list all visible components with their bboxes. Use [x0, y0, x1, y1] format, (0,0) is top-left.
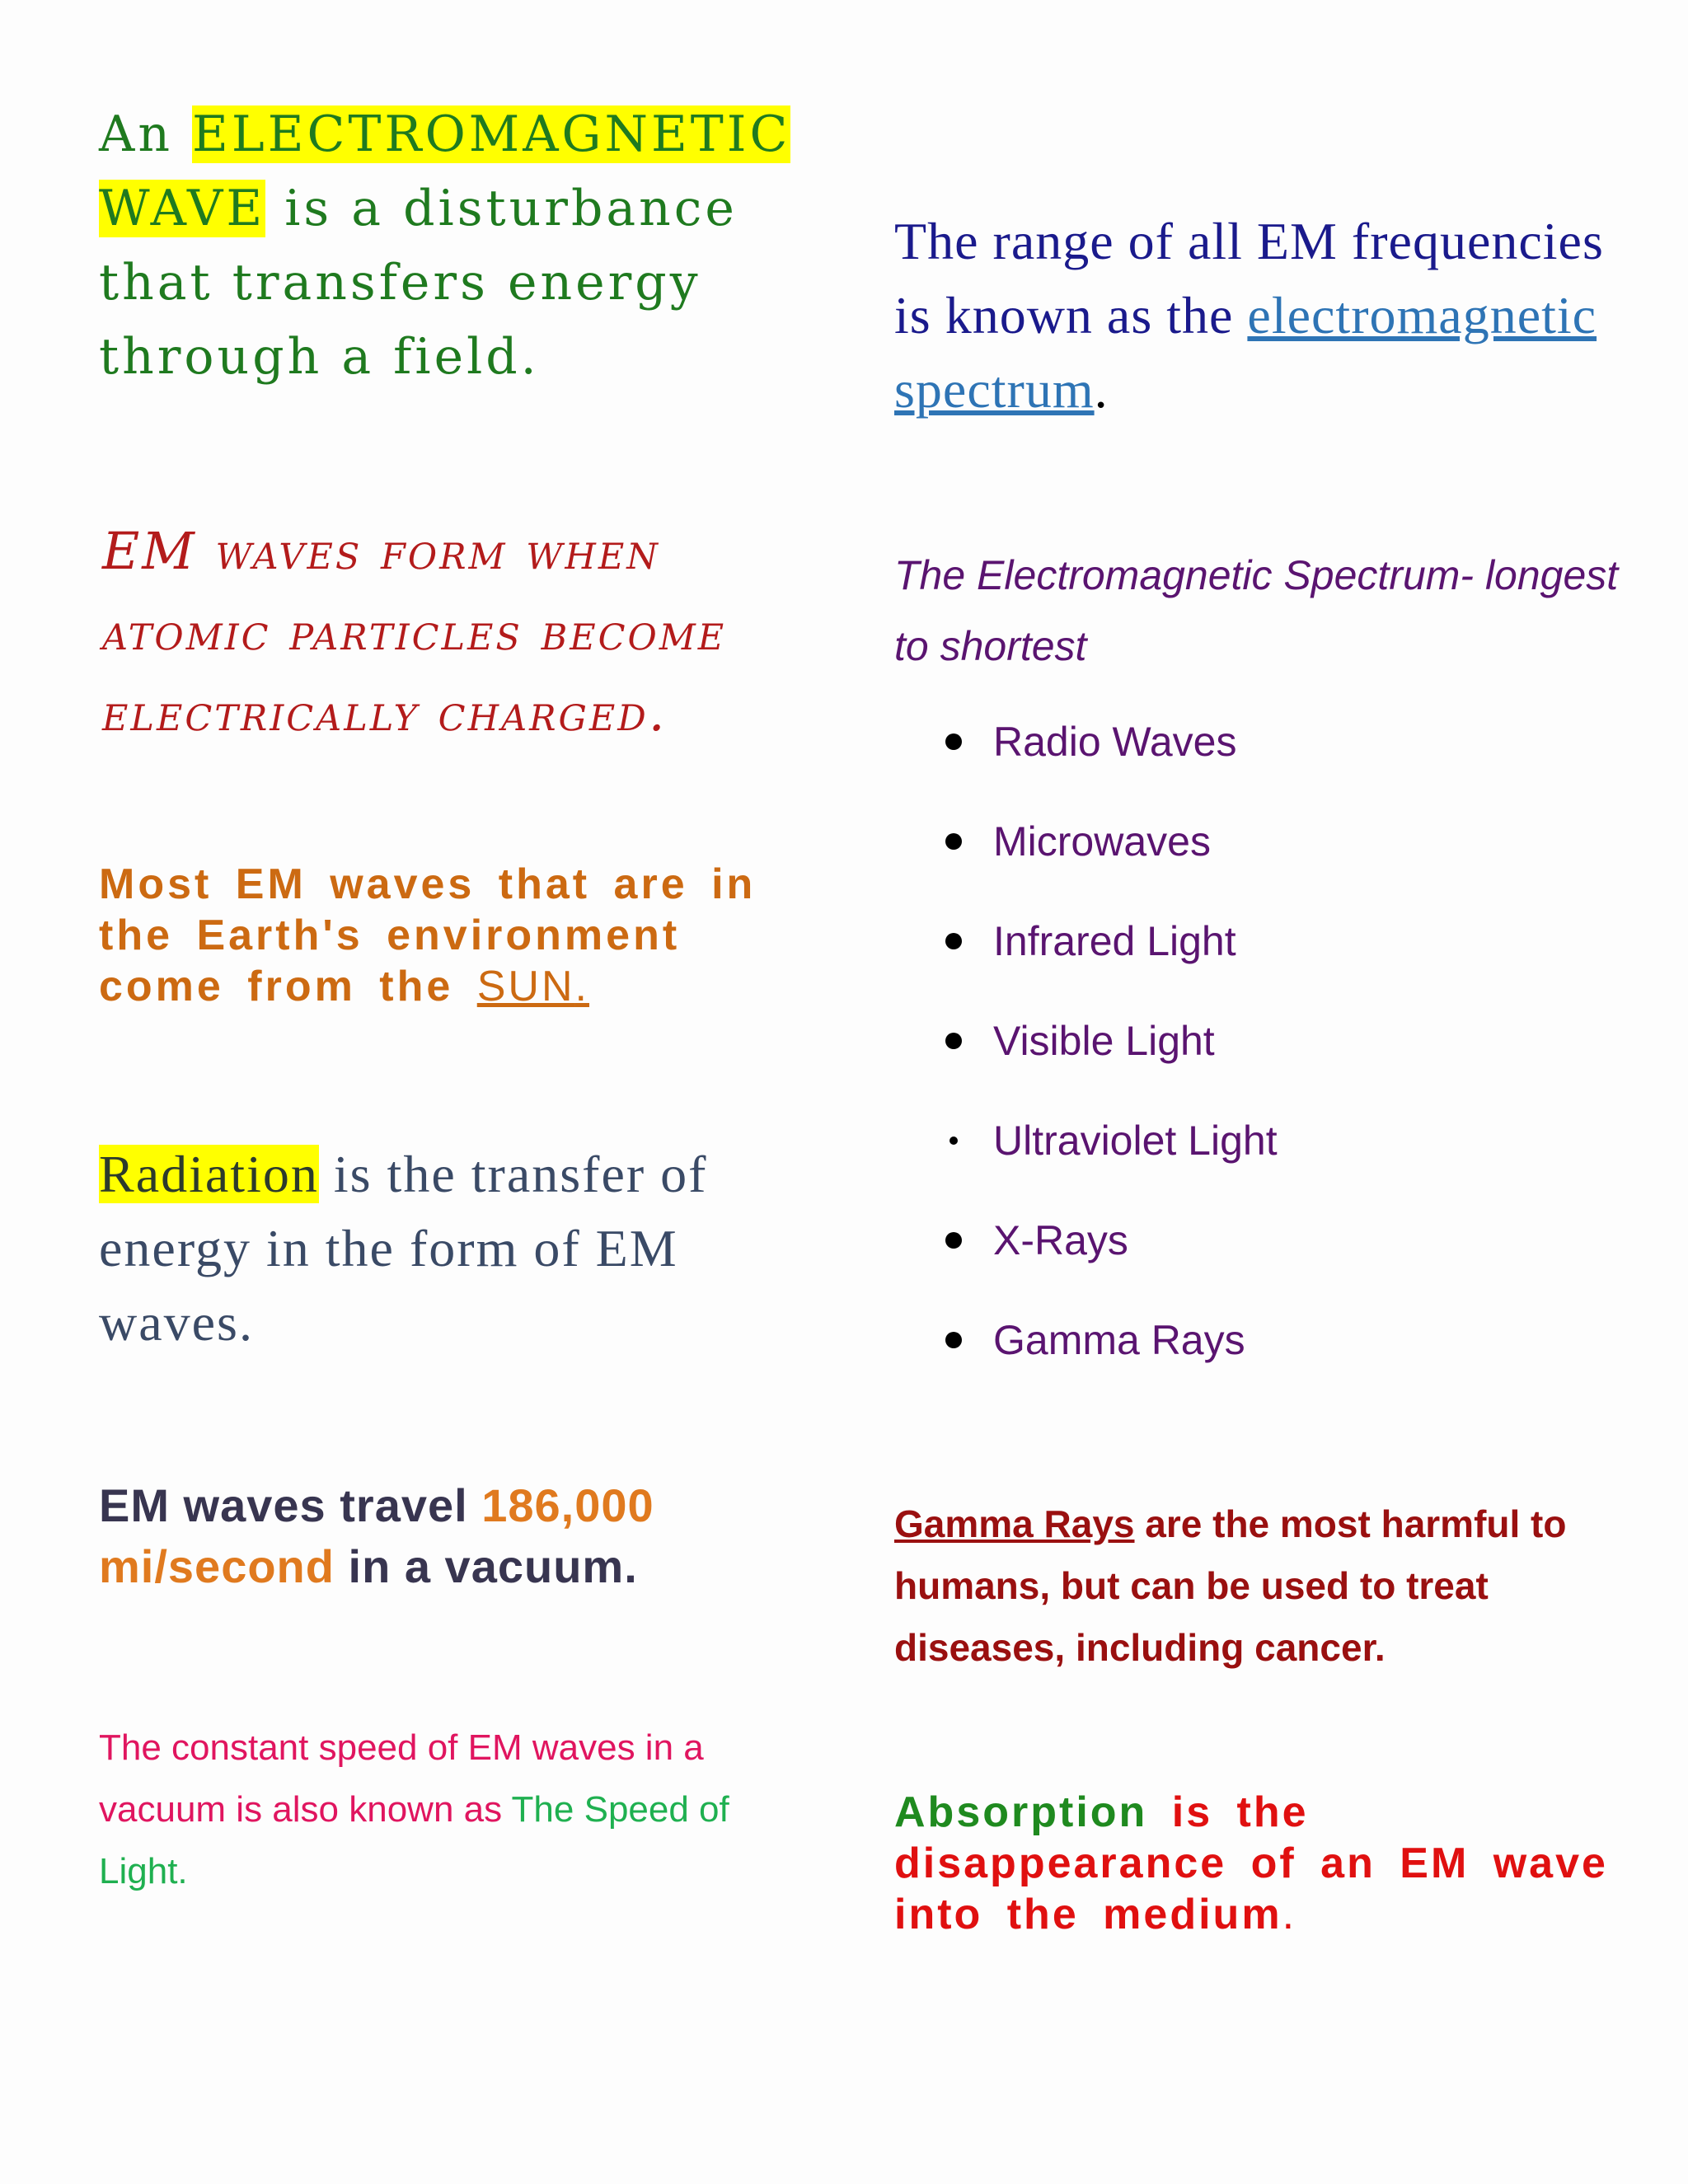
radiation-post: is the transfer of energy in the form of EM waves.	[99, 1145, 708, 1352]
gamma-statement	[894, 1493, 1636, 1679]
constant-pre: The constant speed of EM waves in a vacuum is also known as	[99, 1727, 704, 1830]
gamma-post: are the most harmful to humans, but can be used to treat diseases, including cancer.	[894, 1502, 1567, 1669]
gamma-term: Gamma Rays	[894, 1502, 1135, 1545]
em-form-statement: EM waves form when atomic particles become electrically charged.	[102, 521, 727, 743]
spectrum-heading: The Electromagnetic Spectrum- longest to shortest	[894, 552, 1619, 669]
em-wave-definition	[99, 97, 808, 394]
range-pre: The range of all EM frequencies is known as the	[894, 212, 1604, 344]
list-item: X-Rays	[944, 1207, 1278, 1307]
spectrum-definition	[894, 204, 1636, 427]
range-post: .	[1094, 360, 1109, 419]
sun-post: .	[574, 963, 589, 1010]
absorption-post: is the disappearance of an EM wave into the medium	[894, 1788, 1608, 1938]
speed-pre: EM waves travel	[99, 1479, 482, 1531]
absorption-definition	[894, 1787, 1636, 1940]
spectrum-list	[944, 709, 1278, 1407]
speed-value: 186,000 mi/second	[99, 1479, 654, 1592]
em-wave-post: is a disturbance that transfers energy through a field.	[99, 180, 738, 386]
radiation-definition	[99, 1137, 808, 1360]
list-item: Infrared Light	[944, 908, 1278, 1008]
list-item: Radio Waves	[944, 709, 1278, 808]
speed-statement	[99, 1475, 808, 1597]
speed-post: in a vacuum.	[334, 1540, 638, 1592]
sun-pre: Most EM waves that are in the Earth's environment come from the	[99, 860, 757, 1010]
list-item: Gamma Rays	[944, 1307, 1278, 1407]
speed-of-light-statement	[99, 1717, 808, 1902]
em-wave-pre: An	[99, 105, 193, 163]
spectrum-link[interactable]: electromagnetic spectrum	[894, 286, 1597, 419]
list-item: Visible Light	[944, 1008, 1278, 1108]
radiation-term: Radiation	[99, 1145, 319, 1203]
list-item: Microwaves	[944, 808, 1278, 908]
constant-term: The Speed of Light.	[99, 1789, 729, 1891]
absorption-term: Absorption	[894, 1788, 1148, 1836]
absorption-end: .	[1282, 1891, 1297, 1938]
list-item: Ultraviolet Light	[944, 1108, 1278, 1207]
sun-term: SUN	[476, 963, 575, 1010]
em-wave-highlight: ELECTROMAGNETIC WAVE	[99, 105, 791, 237]
sun-statement	[99, 859, 783, 1012]
